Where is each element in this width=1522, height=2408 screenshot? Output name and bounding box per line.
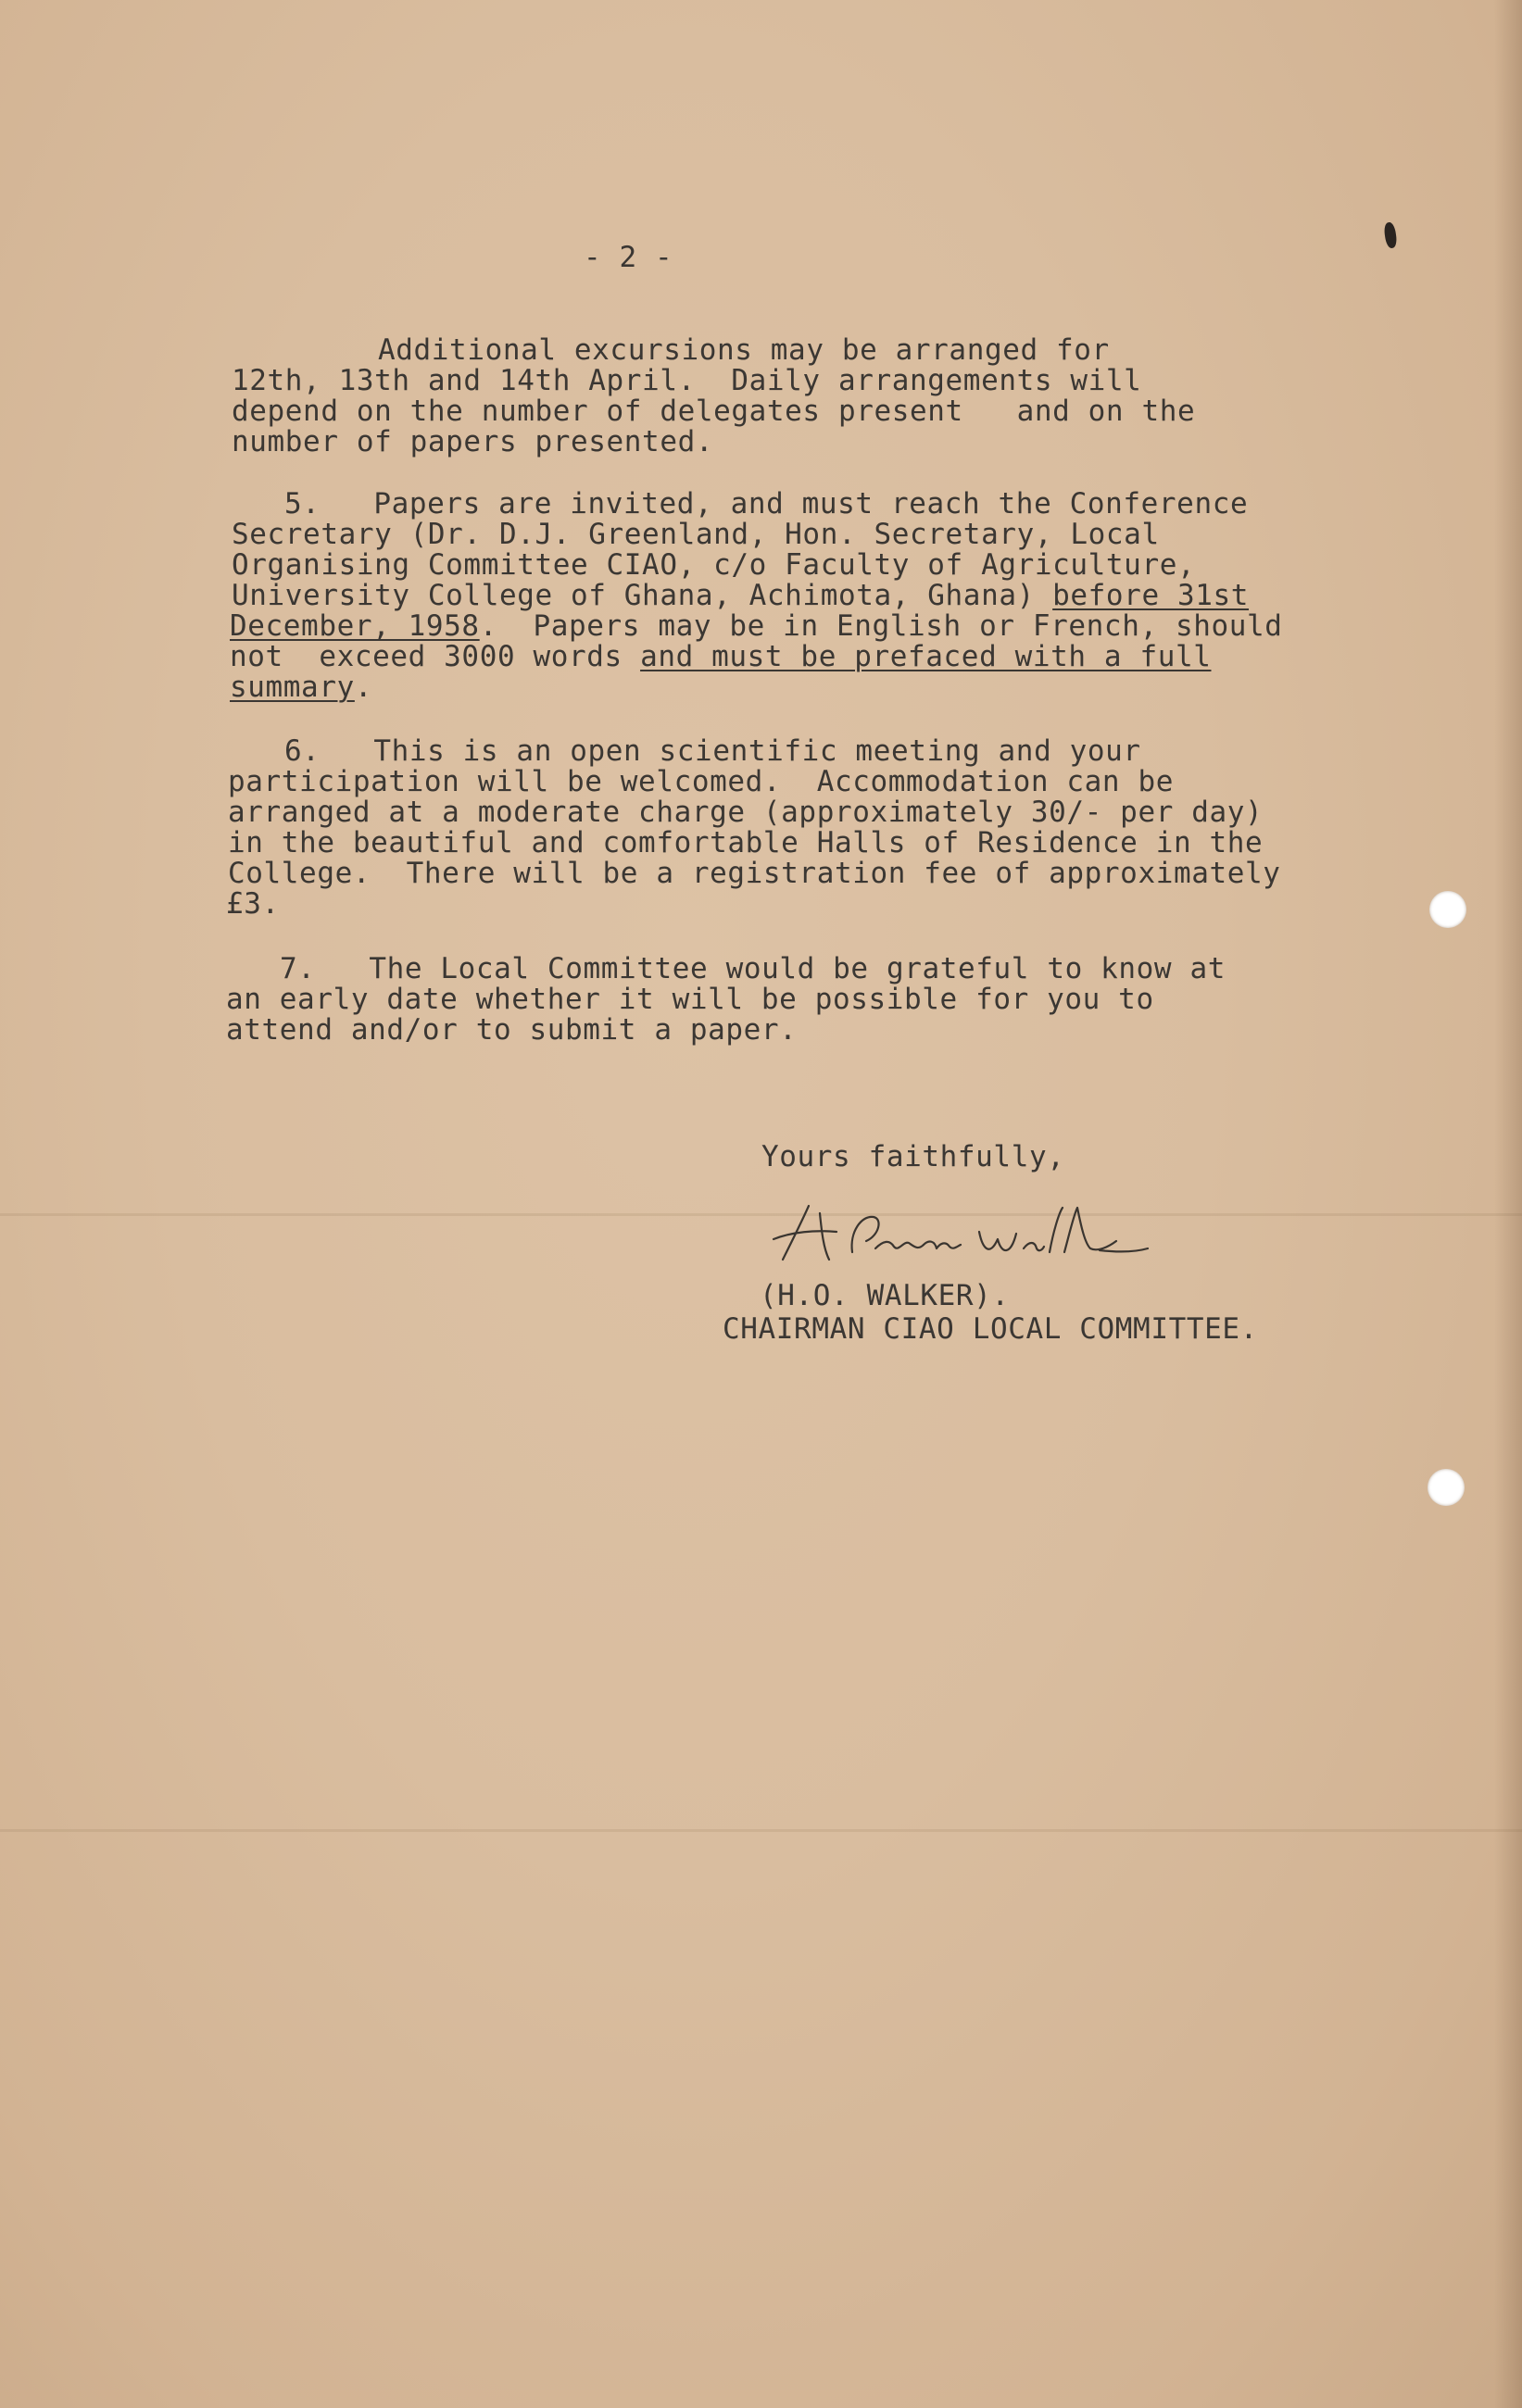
paper-fold-line xyxy=(0,1829,1522,1832)
para5-line-7 xyxy=(230,672,372,703)
excursions-line-1: Additional excursions may be arranged for xyxy=(378,333,1110,367)
para6-line-5: College. There will be a registration fee of approximately xyxy=(228,857,1281,890)
ink-mark xyxy=(1383,221,1398,248)
signatory-title: CHAIRMAN CIAO LOCAL COMMITTEE. xyxy=(723,1312,1258,1346)
punch-hole xyxy=(1429,891,1466,928)
excursions-line-4: number of papers presented. xyxy=(232,425,714,458)
excursions-line-3: depend on the number of delegates present and on the xyxy=(232,395,1196,428)
para6-line-3: arranged at a moderate charge (approximately 30/- per day) xyxy=(228,796,1264,829)
paper-fold-line xyxy=(0,1213,1522,1216)
para5-line-2: Secretary (Dr. D.J. Greenland, Hon. Secretary, Local xyxy=(232,518,1160,551)
para5-line-4 xyxy=(232,581,1249,611)
handwritten-signature xyxy=(764,1195,1153,1283)
para5-line-4-text: University College of Ghana, Achimota, Ghana) xyxy=(232,579,1053,612)
summary-word-underlined: summary xyxy=(230,671,355,704)
para7-line-2: an early date whether it will be possible for you to xyxy=(226,983,1154,1016)
para6-line-6: £3. xyxy=(226,887,280,921)
summary-requirement-underlined: and must be prefaced with a full xyxy=(640,640,1212,673)
para6-line-2: participation will be welcomed. Accommodation can be xyxy=(228,765,1174,798)
para7-line-1: 7. The Local Committee would be grateful to know at xyxy=(280,952,1226,985)
para6-line-1: 6. This is an open scientific meeting and your xyxy=(284,734,1141,768)
para5-line-5-text: . Papers may be in English or French, should xyxy=(479,609,1283,643)
signatory-name: (H.O. WALKER). xyxy=(760,1279,1010,1312)
excursions-line-2: 12th, 13th and 14th April. Daily arrangements will xyxy=(232,364,1142,397)
para7-line-3: attend and/or to submit a paper. xyxy=(226,1013,798,1047)
para5-line-6-text: not exceed 3000 words xyxy=(230,640,641,673)
deadline-underlined: before 31st xyxy=(1052,579,1250,612)
page-edge-shadow xyxy=(1494,0,1522,2408)
para5-line-1: 5. Papers are invited, and must reach the Conference xyxy=(284,487,1249,520)
para5-line-7-text: . xyxy=(354,671,373,704)
para5-line-3: Organising Committee CIAO, c/o Faculty of Agriculture, xyxy=(232,548,1196,582)
para5-line-5 xyxy=(230,611,1283,642)
para6-line-4: in the beautiful and comfortable Halls of Residence in the xyxy=(228,826,1264,859)
closing-salutation: Yours faithfully, xyxy=(761,1140,1065,1173)
page-number: - 2 - xyxy=(584,241,673,274)
para5-line-6 xyxy=(230,642,1212,672)
punch-hole xyxy=(1428,1469,1465,1506)
deadline-date-underlined: December, 1958 xyxy=(230,609,480,643)
